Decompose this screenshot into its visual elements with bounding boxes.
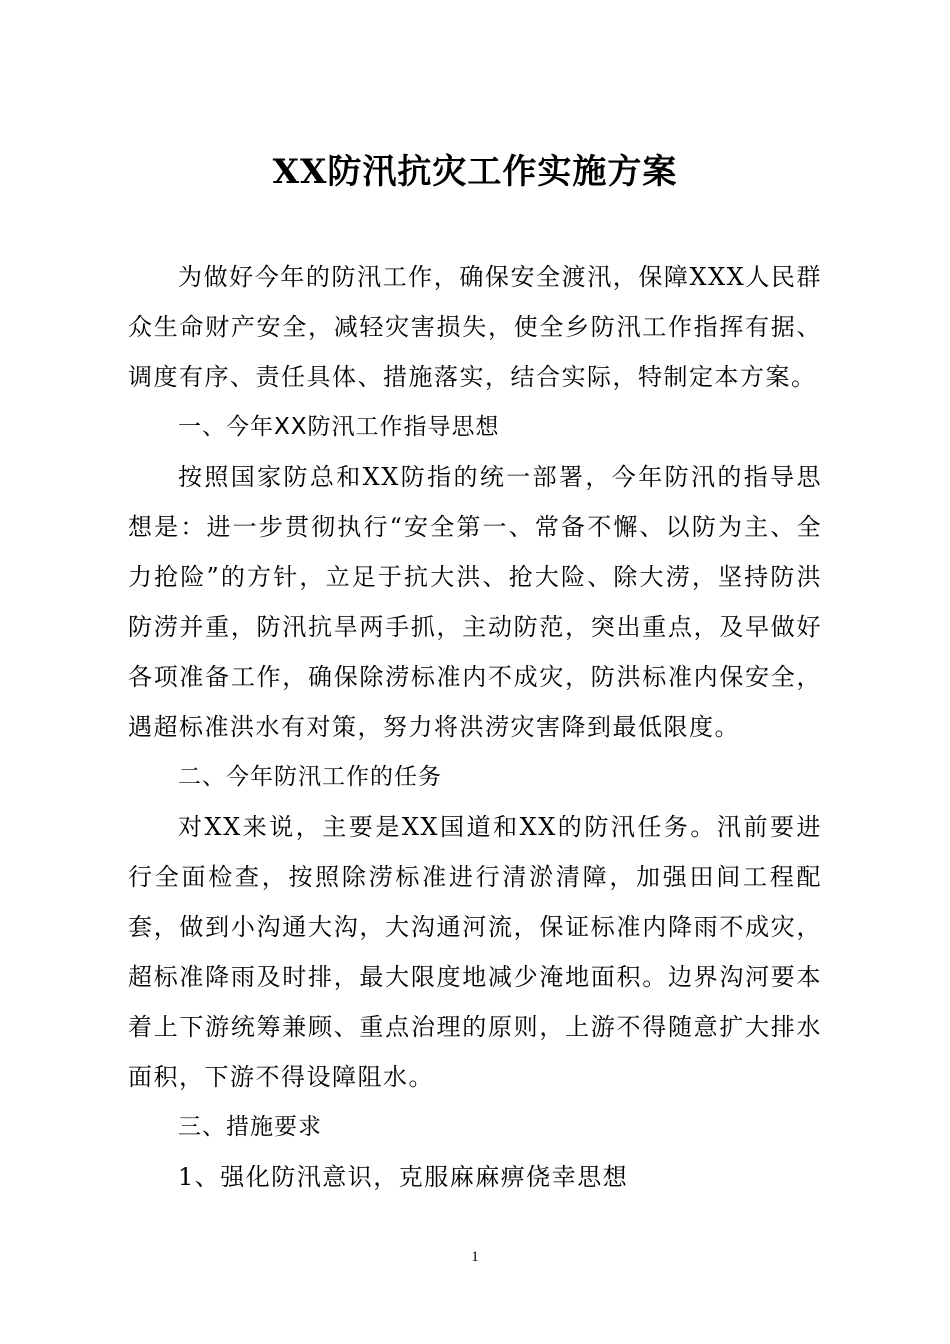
intro-paragraph: 为做好今年的防汛工作，确保安全渡汛，保障XXX人民群众生命财产安全，减轻灾害损失，使全乡防汛工作指挥有据、调度有序、责任具体、措施落实，结合实际，特制定本方案。	[128, 263, 822, 391]
section-1-heading: 一、今年XX防汛工作指导思想	[178, 414, 500, 440]
document-title: XX防汛抗灾工作实施方案	[272, 152, 678, 192]
page-number: 1	[471, 1249, 479, 1265]
section-1-paragraph: 按照国家防总和XX防指的统一部署，今年防汛的指导思想是：进一步贯彻执行“安全第一、常备不懈、以防为主、全力抢险”的方针，立足于抗大洪、抢大险、除大涝，坚持防洪防涝并重，防汛抗旱两手抓，主动防范，突出重点，及早做好各项准备工作，确保除涝标准内不成灾，防洪标准内保安全，遇超标准洪水有对策，努力将洪涝灾害降到最低限度。	[128, 463, 822, 741]
section-3-paragraph: 1、强化防汛意识，克服麻麻痹侥幸思想	[178, 1163, 629, 1191]
section-2-paragraph: 对XX来说，主要是XX国道和XX的防汛任务。汛前要进行全面检查，按照除涝标准进行清淤清障，加强田间工程配套，做到小沟通大沟，大沟通河流，保证标准内降雨不成灾，超标准降雨及时排，最大限度地减少淹地面积。边界沟河要本着上下游统筹兼顾、重点治理的原则，上游不得随意扩大排水面积，下游不得设障阻水。	[128, 813, 822, 1091]
section-2-heading: 二、今年防汛工作的任务	[178, 764, 442, 790]
document-body	[128, 252, 822, 1202]
section-3-heading: 三、措施要求	[178, 1114, 322, 1140]
